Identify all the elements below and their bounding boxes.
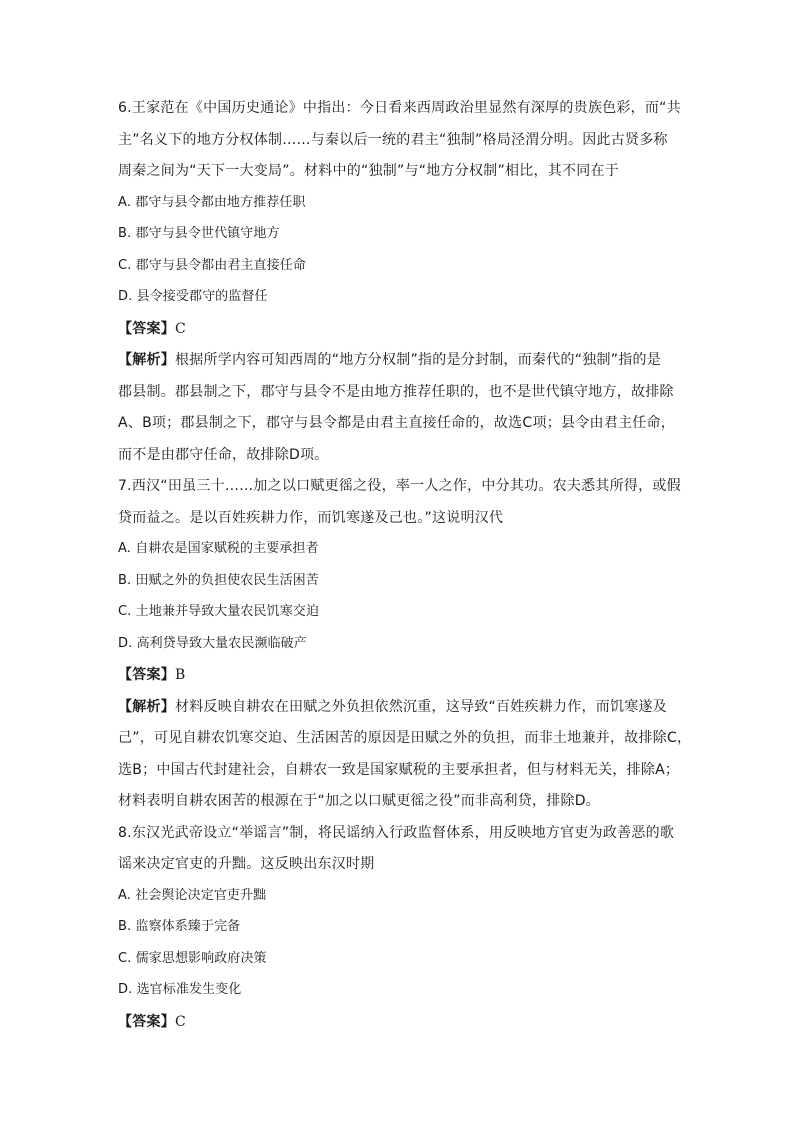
question-7-option-d: D. 高利贷导致大量农民濒临破产 (118, 635, 307, 651)
question-6-stem-line: 6.王家范在《中国历史通论》中指出：今日看来西周政治里显然有深厚的贵族色彩，而“共 (118, 100, 681, 116)
question-7 (118, 476, 692, 811)
question-6-analysis-line: 而不是由郡守任命，故排除D项。 (118, 446, 329, 463)
question-7-analysis-line: 材料表明自耕农困苦的根源在于“加之以口赋更徭之役”而非高利贷，排除D。 (118, 793, 601, 809)
question-6-stem-line: 周秦之间为“天下一大变局”。材料中的“独制”与“地方分权制”相比，其不同在于 (118, 163, 620, 179)
answer-label: 【答案】 (118, 1013, 175, 1030)
question-8-option-b: B. 监察体系臻于完备 (118, 919, 241, 934)
analysis-text: 根据所学内容可知西周的“地方分权制”指的是分封制，而秦代的“独制”指的是 (175, 352, 662, 368)
question-6-stem-line: 主”名义下的地方分权体制……与秦以后一统的君主“独制”格局泾渭分明。因此古贤多称 (118, 131, 668, 148)
analysis-label: 【解析】 (118, 352, 175, 368)
question-8-option-d: D. 选官标准发生变化 (118, 982, 242, 997)
question-7-option-a: A. 自耕农是国家赋税的主要承担者 (118, 541, 319, 556)
answer-label: 【答案】 (118, 667, 175, 683)
question-8-option-a: A. 社会舆论决定官吏升黜 (118, 887, 267, 903)
question-6-analysis-line: A、B项；郡县制之下，郡守与县令都是由君主直接任命的，故选C项；县令由君主任命， (118, 415, 675, 431)
answer-label: 【答案】 (118, 320, 175, 337)
question-7-analysis-line: 己”，可见自耕农饥寒交迫、生活困苦的原因是田赋之外的负担，而非土地兼并，故排除C， (118, 730, 692, 746)
question-7-option-b: B. 田赋之外的负担使农民生活困苦 (118, 572, 319, 588)
answer-value: C (175, 320, 186, 337)
question-6-analysis-line (118, 350, 684, 370)
question-8-stem-line: 8.东汉光武帝设立“举谣言”制，将民谣纳入行政监督体系，用反映地方官吏为政善恶的歌 (118, 824, 675, 841)
question-6-analysis-line: 郡县制。郡县制之下，郡守与县令不是由地方推荐任职的，也不是世代镇守地方，故排除 (118, 383, 674, 400)
question-8-option-c: C. 儒家思想影响政府决策 (118, 950, 267, 966)
question-6-answer (118, 319, 684, 339)
question-7-stem-line: 7.西汉“田虽三十……加之以口赋更徭之役，率一人之作，中分其功。农夫悉其所得，或假 (118, 478, 681, 494)
question-8-stem-line: 谣来决定官吏的升黜。这反映出东汉时期 (118, 856, 375, 872)
answer-value: C (175, 1013, 186, 1030)
question-6-option-a: A. 郡守与县令都由地方推荐任职 (118, 194, 306, 210)
question-7-analysis-line: 选B；中国古代封建社会，自耕农一致是国家赋税的主要承担者，但与材料无关，排除A； (118, 761, 680, 778)
question-7-stem-line: 贷而益之。是以百姓疾耕力作，而饥寒遂及己也。”这说明汉代 (118, 509, 504, 526)
question-6-option-d: D. 县令接受郡守的监督任 (118, 289, 268, 304)
question-6-option-b: B. 郡守与县令世代镇守地方 (118, 226, 280, 241)
question-8 (118, 823, 684, 1032)
analysis-text: 材料反映自耕农在田赋之外负担依然沉重，这导致“百姓疾耕力作，而饥寒遂及 (175, 698, 668, 715)
analysis-label: 【解析】 (118, 698, 175, 715)
question-7-option-c: C. 土地兼并导致大量农民饥寒交迫 (118, 604, 320, 619)
question-7-answer (118, 665, 684, 685)
question-8-answer (118, 1012, 684, 1032)
document-page (118, 98, 692, 1043)
question-6-option-c: C. 郡守与县令都由君主直接任命 (118, 257, 306, 273)
question-7-analysis-line (118, 697, 684, 717)
question-6 (118, 98, 684, 465)
answer-value: B (175, 667, 186, 683)
